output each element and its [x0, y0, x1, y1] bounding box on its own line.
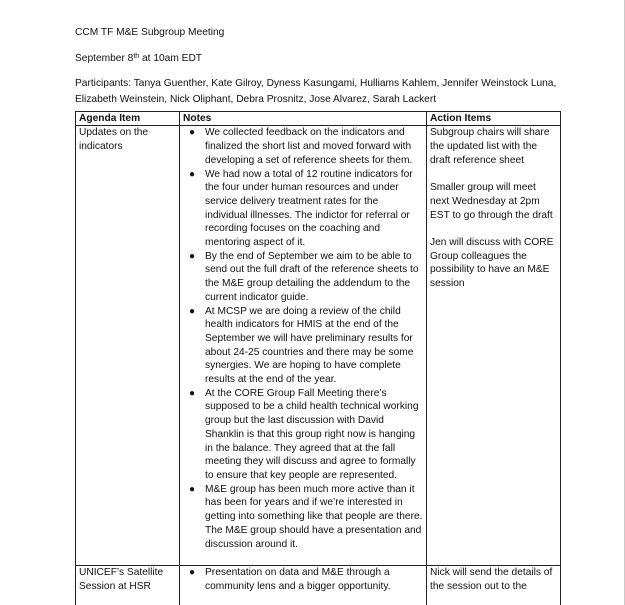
header-action-items: Action Items: [427, 112, 561, 126]
notes-cell: [180, 566, 427, 605]
minutes-table: [75, 111, 561, 605]
bullet-icon: ●: [189, 305, 196, 317]
table-row: [76, 126, 561, 566]
action-item: Jen will discuss with CORE Group colleagues the possibility to have an M&E session: [430, 237, 554, 290]
date-prefix: September 8: [75, 52, 134, 64]
bullet-icon: ●: [189, 250, 196, 262]
bullet-icon: ●: [189, 387, 196, 399]
header-agenda-item: Agenda Item: [76, 112, 180, 126]
action-item: Nick will send the details of the session out to the: [430, 567, 553, 592]
document-body: [75, 26, 560, 605]
list-item: ● At the CORE Group Fall Meeting there’s supposed to be a child health technical working group but the last discussion with David Shanklin is that this group right now is hanging in the balance. They agreed that at the fall meeting they will discuss and agree to formally to ensure that key people are represented.: [189, 387, 419, 481]
notes-list: [183, 566, 423, 593]
action-item: Smaller group will meet next Wednesday at 2pm EST to go through the draft: [430, 182, 553, 221]
participants-list: Participants: Tanya Guenther, Kate Gilroy, Dyness Kasungami, Hulliams Kahlem, Jennifer Weinstock Luna, Elizabeth Weinstein, Nick Oliphant, Debra Prosnitz, Jose Alvarez, Sarah Lackert: [75, 78, 557, 105]
date-ordinal: th: [133, 52, 140, 60]
bullet-icon: ●: [189, 567, 196, 579]
list-item: ● At MCSP we are doing a review of the child health indicators for HMIS at the end of the September we will have preliminary results for about 24-25 countries and there may be some synergies. We are hoping to have complete results at the end of the year.: [189, 305, 414, 386]
meeting-date: [75, 52, 560, 66]
date-suffix: at 10am EDT: [139, 52, 203, 64]
actions-cell: [427, 126, 561, 566]
header-notes: Notes: [180, 112, 427, 126]
notes-list: [183, 126, 423, 551]
actions-cell: [427, 566, 561, 605]
notes-cell: [180, 126, 427, 566]
bullet-icon: ●: [189, 127, 196, 139]
list-item: ● M&E group has been much more active than it has been for years and if we’re interested in getting into something like that people are there. The M&E group should have a presentation and discussion around it.: [189, 483, 423, 550]
table-row: [76, 566, 561, 605]
action-item: Subgroup chairs will share the updated list with the draft reference sheet: [430, 127, 550, 166]
list-item: ● We collected feedback on the indicators and finalized the short list and moved forward with developing a set of reference sheets for them.: [189, 127, 413, 166]
table-header-row: [76, 112, 561, 126]
list-item: ● We had now a total of 12 routine indicators for the four under human resources and under service delivery treatment rates for the individual illnesses. The indictor for referral or recording focuses on the coaching and mentoring aspect of it.: [189, 168, 413, 249]
agenda-cell: Updates on the indicators: [76, 126, 180, 566]
bullet-icon: ●: [189, 483, 196, 495]
list-item: ● Presentation on data and M&E through a community lens and a bigger opportunity.: [189, 567, 391, 592]
agenda-cell: UNICEF’s Satellite Session at HSR: [76, 566, 180, 605]
bullet-icon: ●: [189, 168, 196, 180]
list-item: ● By the end of September we aim to be able to send out the full draft of the reference sheets to the M&E group detailing the addendum to the current indicator guide.: [189, 250, 419, 303]
meeting-title: CCM TF M&E Subgroup Meeting: [75, 27, 225, 38]
